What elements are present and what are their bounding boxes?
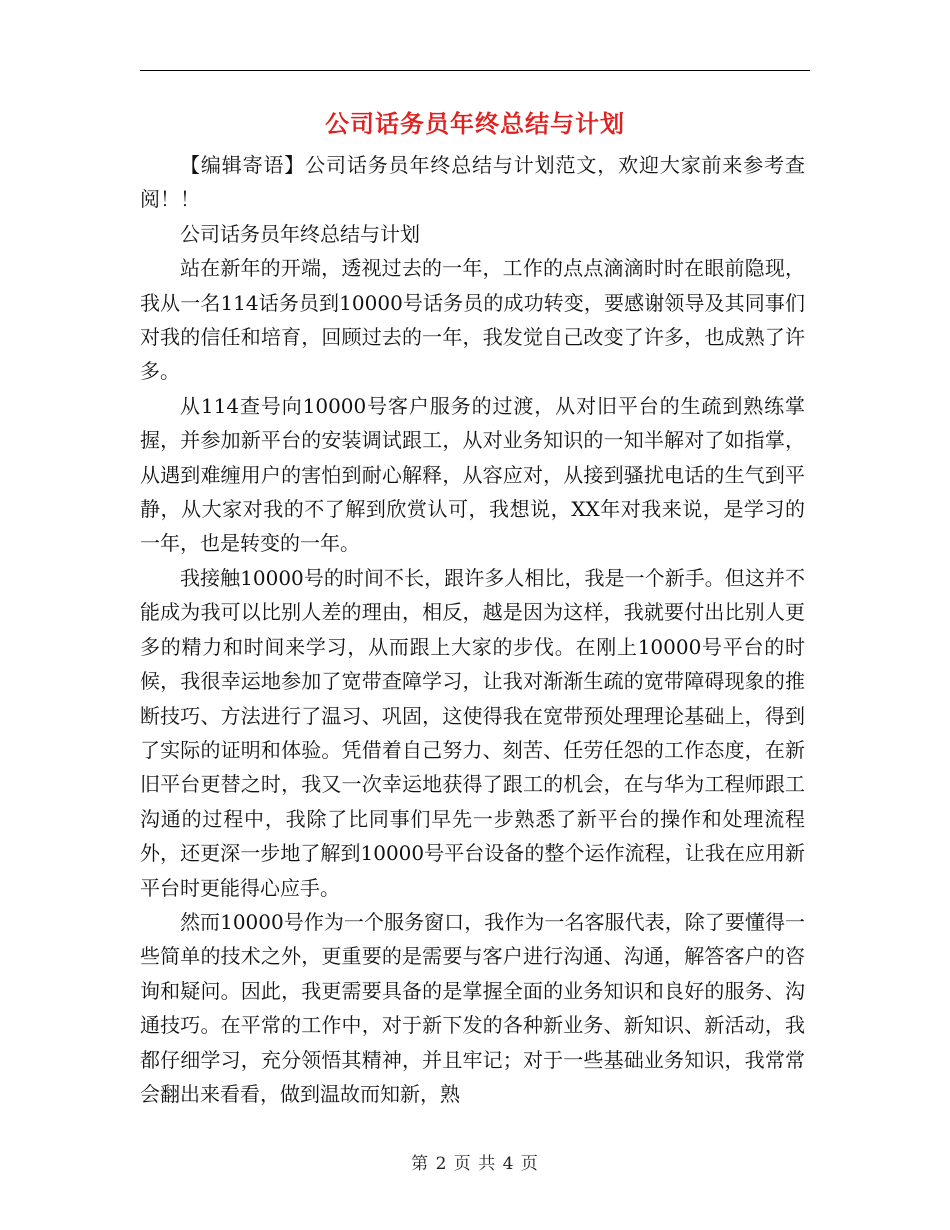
body-paragraph: 然而10000号作为一个服务窗口，我作为一名客服代表，除了要懂得一些简单的技术之外，更重要的是需要与客户进行沟通、沟通，解答客户的咨询和疑问。因此，我更需要具备的是掌握全面的业务知识和良好的服务、沟通技巧。在平常的工作中，对于新下发的各种新业务、新知识、新活动，我都仔细学习，充分领悟其精神，并且牢记；对于一些基础业务知识，我常常会翻出来看看，做到温故而知新，熟	[140, 909, 805, 1106]
editor-note-paragraph: 【编辑寄语】公司话务员年终总结与计划范文，欢迎大家前来参考查阅！！	[140, 153, 805, 212]
body-paragraph: 我接触10000号的时间不长，跟许多人相比，我是一个新手。但这并不能成为我可以比别人差的理由，相反，越是因为这样，我就要付出比别人更多的精力和时间来学习，从而跟上大家的步伐。在刚上10000号平台的时候，我很幸运地参加了宽带查障学习，让我对渐渐生疏的宽带障碍现象的推断技巧、方法进行了温习、巩固，这使得我在宽带预处理理论基础上，得到了实际的证明和体验。凭借着自己努力、刻苦、任劳任怨的工作态度，在新旧平台更替之时，我又一次幸运地获得了跟工的机会，在与华为工程师跟工沟通的过程中，我除了比同事们早先一步熟悉了新平台的操作和处理流程外，还更深一步地了解到10000号平台设备的整个运作流程，让我在应用新平台时更能得心应手。	[140, 565, 805, 900]
subtitle-paragraph: 公司话务员年终总结与计划	[180, 221, 420, 246]
document-body	[140, 148, 805, 1111]
page-number: 第 2 页 共 4 页	[411, 1154, 539, 1174]
body-paragraph: 站在新年的开端，透视过去的一年，工作的点点滴滴时时在眼前隐现，我从一名114话务员到10000号话务员的成功转变，要感谢领导及其同事们对我的信任和培育，回顾过去的一年，我发觉自己改变了许多，也成熟了许多。	[140, 256, 805, 384]
body-paragraph: 从114查号向10000号客户服务的过渡，从对旧平台的生疏到熟练掌握，并参加新平台的安装调试跟工，从对业务知识的一知半解对了如指掌，从遇到难缠用户的害怕到耐心解释，从容应对，从接到骚扰电话的生气到平静，从大家对我的不了解到欣赏认可，我想说，XX年对我来说，是学习的一年，也是转变的一年。	[140, 393, 805, 556]
header-rule	[140, 70, 810, 71]
document-title: 公司话务员年终总结与计划	[325, 109, 625, 138]
